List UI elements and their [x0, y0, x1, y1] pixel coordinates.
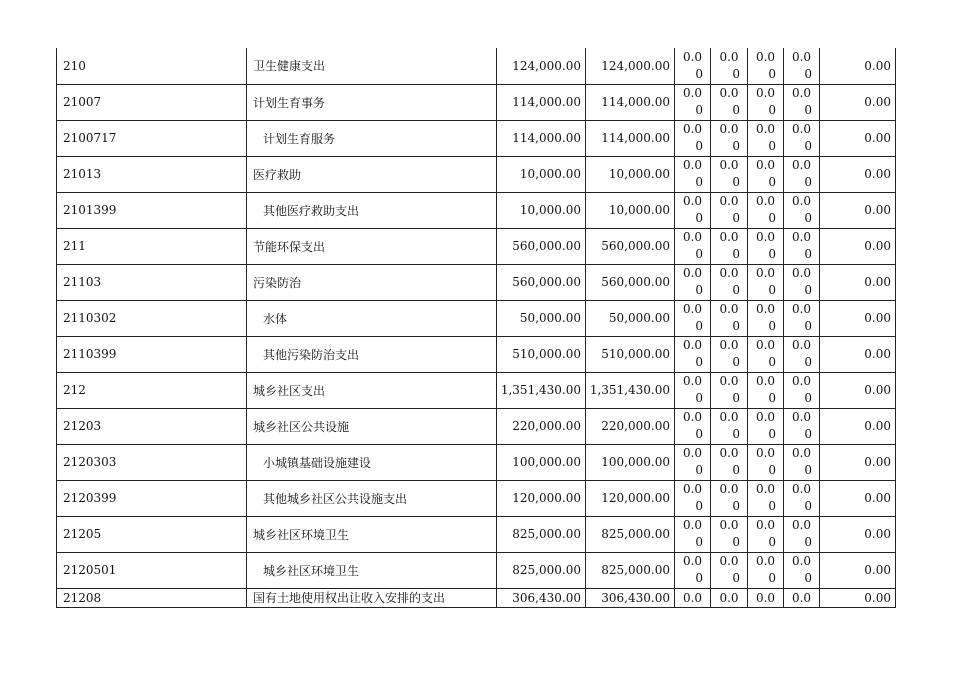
zero-value-line1: 0.0 — [719, 590, 739, 605]
zero-value-line2: 0 — [768, 103, 776, 117]
zero-value-line1: 0.0 — [719, 266, 739, 280]
zero-value-line2: 0 — [804, 283, 812, 297]
last-amount-cell: 0.00 — [820, 372, 896, 408]
total-amount-cell: 10,000.00 — [497, 156, 586, 192]
zero-value-line2: 0 — [804, 535, 812, 549]
zero-value-line1: 0.0 — [682, 230, 703, 244]
zero-value-line1: 0.0 — [755, 266, 776, 280]
zero-value-line1: 0.0 — [755, 446, 776, 460]
total-amount-cell: 114,000.00 — [497, 120, 586, 156]
zero-value-cell — [711, 444, 748, 480]
zero-value-cell — [784, 408, 820, 444]
zero-value-cell — [675, 516, 711, 552]
zero-value-line1: 0.0 — [682, 482, 703, 496]
zero-value-line1: 0.0 — [682, 86, 703, 100]
zero-value-cell — [711, 552, 748, 588]
zero-value-line1: 0.0 — [682, 122, 703, 136]
zero-value-line1: 0.0 — [719, 554, 739, 568]
zero-value-line2: 0 — [695, 571, 703, 585]
subject-name-cell: 污染防治 — [247, 264, 497, 300]
zero-value-line1: 0.0 — [719, 446, 739, 460]
basic-amount-cell: 10,000.00 — [586, 156, 675, 192]
subject-code-cell: 211 — [57, 228, 247, 264]
zero-value-line1: 0.0 — [755, 518, 776, 532]
basic-amount-cell: 306,430.00 — [586, 588, 675, 607]
zero-value-line2: 0 — [768, 571, 776, 585]
zero-value-line1: 0.0 — [755, 49, 776, 64]
zero-value-cell — [675, 84, 711, 120]
zero-value-cell — [784, 192, 820, 228]
zero-value-line2: 0 — [768, 499, 776, 513]
zero-value-cell — [675, 156, 711, 192]
zero-value-line2: 0 — [732, 427, 740, 441]
zero-value-line1: 0.0 — [791, 86, 812, 100]
subject-code-cell: 2120303 — [57, 444, 247, 480]
zero-value-line1: 0.0 — [682, 302, 703, 316]
zero-value-cell — [748, 444, 784, 480]
table-body — [57, 48, 896, 607]
zero-value-line2: 0 — [695, 175, 703, 189]
table-row — [57, 84, 896, 120]
zero-value-cell — [784, 552, 820, 588]
zero-value-line1: 0.0 — [755, 230, 776, 244]
basic-amount-cell: 120,000.00 — [586, 480, 675, 516]
zero-value-line2: 0 — [768, 319, 776, 333]
subject-code-cell: 2110399 — [57, 336, 247, 372]
total-amount-cell: 124,000.00 — [497, 48, 586, 84]
zero-value-line1: 0.0 — [719, 122, 739, 136]
zero-value-cell — [675, 228, 711, 264]
zero-value-cell — [675, 372, 711, 408]
zero-value-cell — [711, 300, 748, 336]
zero-value-cell — [711, 84, 748, 120]
subject-code-cell: 2101399 — [57, 192, 247, 228]
zero-value-line2: 0 — [768, 427, 776, 441]
zero-value-cell — [784, 264, 820, 300]
zero-value-line2: 0 — [804, 427, 812, 441]
subject-name-cell: 卫生健康支出 — [247, 48, 497, 84]
table-row — [57, 336, 896, 372]
zero-value-line1: 0.0 — [719, 49, 739, 64]
zero-value-cell — [784, 120, 820, 156]
zero-value-line1: 0.0 — [682, 446, 703, 460]
table-row — [57, 372, 896, 408]
zero-value-line1: 0.0 — [791, 230, 812, 244]
zero-value-line1: 0.0 — [682, 590, 703, 605]
subject-name-cell: 节能环保支出 — [247, 228, 497, 264]
zero-value-line2: 0 — [695, 391, 703, 405]
zero-value-line1: 0.0 — [791, 338, 812, 352]
table-row — [57, 300, 896, 336]
subject-name-cell: 城乡社区支出 — [247, 372, 497, 408]
zero-value-line2: 0 — [768, 139, 776, 153]
last-amount-cell: 0.00 — [820, 192, 896, 228]
zero-value-line2: 0 — [695, 499, 703, 513]
zero-value-cell — [784, 588, 820, 607]
total-amount-cell: 50,000.00 — [497, 300, 586, 336]
total-amount-cell: 120,000.00 — [497, 480, 586, 516]
zero-value-line1: 0.0 — [755, 302, 776, 316]
zero-value-cell — [748, 516, 784, 552]
zero-value-line1: 0.0 — [791, 410, 812, 424]
zero-value-line2: 0 — [768, 355, 776, 369]
zero-value-line2: 0 — [804, 355, 812, 369]
subject-code-cell: 2120501 — [57, 552, 247, 588]
zero-value-line1: 0.0 — [719, 86, 739, 100]
basic-amount-cell: 124,000.00 — [586, 48, 675, 84]
zero-value-line1: 0.0 — [682, 49, 703, 64]
zero-value-line2: 0 — [804, 139, 812, 153]
zero-value-cell — [748, 300, 784, 336]
zero-value-cell — [748, 228, 784, 264]
zero-value-line1: 0.0 — [682, 158, 703, 172]
table-row — [57, 444, 896, 480]
table-row — [57, 552, 896, 588]
zero-value-cell — [784, 480, 820, 516]
zero-value-line2: 0 — [695, 355, 703, 369]
zero-value-cell — [711, 120, 748, 156]
table-row — [57, 264, 896, 300]
total-amount-cell: 220,000.00 — [497, 408, 586, 444]
zero-value-cell — [748, 48, 784, 84]
last-amount-cell: 0.00 — [820, 48, 896, 84]
zero-value-line1: 0.0 — [682, 374, 703, 388]
zero-value-line2: 0 — [732, 103, 740, 117]
zero-value-cell — [748, 372, 784, 408]
zero-value-line2: 0 — [695, 103, 703, 117]
zero-value-line2: 0 — [695, 535, 703, 549]
table-row — [57, 408, 896, 444]
total-amount-cell: 1,351,430.00 — [497, 372, 586, 408]
zero-value-line1: 0.0 — [755, 338, 776, 352]
zero-value-line2: 0 — [695, 211, 703, 225]
basic-amount-cell: 220,000.00 — [586, 408, 675, 444]
subject-name-cell: 计划生育服务 — [247, 120, 497, 156]
zero-value-line1: 0.0 — [682, 410, 703, 424]
zero-value-line1: 0.0 — [791, 122, 812, 136]
last-amount-cell: 0.00 — [820, 228, 896, 264]
zero-value-cell — [711, 228, 748, 264]
zero-value-line1: 0.0 — [791, 590, 812, 605]
zero-value-line2: 0 — [732, 535, 740, 549]
zero-value-line2: 0 — [768, 211, 776, 225]
zero-value-line1: 0.0 — [755, 158, 776, 172]
table-row — [57, 228, 896, 264]
zero-value-line1: 0.0 — [791, 158, 812, 172]
zero-value-line2: 0 — [732, 571, 740, 585]
zero-value-cell — [784, 444, 820, 480]
zero-value-line2: 0 — [768, 175, 776, 189]
zero-value-cell — [675, 120, 711, 156]
basic-amount-cell: 100,000.00 — [586, 444, 675, 480]
zero-value-cell — [784, 84, 820, 120]
zero-value-cell — [748, 552, 784, 588]
zero-value-line2: 0 — [732, 355, 740, 369]
basic-amount-cell: 50,000.00 — [586, 300, 675, 336]
subject-name-cell: 计划生育事务 — [247, 84, 497, 120]
zero-value-line1: 0.0 — [719, 158, 739, 172]
zero-value-line1: 0.0 — [682, 554, 703, 568]
zero-value-line2: 0 — [804, 499, 812, 513]
zero-value-line2: 0 — [804, 247, 812, 261]
zero-value-line1: 0.0 — [755, 374, 776, 388]
zero-value-cell — [784, 372, 820, 408]
basic-amount-cell: 10,000.00 — [586, 192, 675, 228]
table-row — [57, 480, 896, 516]
last-amount-cell: 0.00 — [820, 408, 896, 444]
zero-value-cell — [784, 336, 820, 372]
zero-value-line1: 0.0 — [755, 554, 776, 568]
zero-value-line1: 0.0 — [791, 554, 812, 568]
zero-value-cell — [711, 264, 748, 300]
zero-value-cell — [711, 588, 748, 607]
basic-amount-cell: 825,000.00 — [586, 516, 675, 552]
zero-value-cell — [748, 156, 784, 192]
zero-value-cell — [675, 48, 711, 84]
zero-value-cell — [675, 480, 711, 516]
zero-value-cell — [675, 444, 711, 480]
zero-value-line1: 0.0 — [791, 446, 812, 460]
table-row — [57, 120, 896, 156]
subject-code-cell: 2110302 — [57, 300, 247, 336]
zero-value-line1: 0.0 — [755, 482, 776, 496]
zero-value-line1: 0.0 — [791, 194, 812, 208]
table-row — [57, 192, 896, 228]
zero-value-cell — [748, 192, 784, 228]
zero-value-line1: 0.0 — [682, 518, 703, 532]
basic-amount-cell: 114,000.00 — [586, 120, 675, 156]
zero-value-line1: 0.0 — [719, 194, 739, 208]
last-amount-cell: 0.00 — [820, 300, 896, 336]
zero-value-line1: 0.0 — [719, 374, 739, 388]
subject-name-cell: 城乡社区环境卫生 — [247, 516, 497, 552]
total-amount-cell: 825,000.00 — [497, 552, 586, 588]
zero-value-line2: 0 — [768, 391, 776, 405]
zero-value-line2: 0 — [732, 66, 740, 81]
zero-value-line2: 0 — [768, 535, 776, 549]
last-amount-cell: 0.00 — [820, 336, 896, 372]
subject-name-cell: 医疗救助 — [247, 156, 497, 192]
zero-value-line1: 0.0 — [719, 410, 739, 424]
last-amount-cell: 0.00 — [820, 552, 896, 588]
basic-amount-cell: 114,000.00 — [586, 84, 675, 120]
zero-value-line2: 0 — [732, 391, 740, 405]
subject-name-cell: 国有土地使用权出让收入安排的支出 — [247, 588, 497, 607]
zero-value-line2: 0 — [768, 247, 776, 261]
total-amount-cell: 114,000.00 — [497, 84, 586, 120]
zero-value-line2: 0 — [695, 139, 703, 153]
zero-value-cell — [711, 156, 748, 192]
zero-value-line2: 0 — [732, 499, 740, 513]
zero-value-line2: 0 — [804, 103, 812, 117]
table-row — [57, 588, 896, 607]
zero-value-line2: 0 — [804, 175, 812, 189]
subject-code-cell: 21007 — [57, 84, 247, 120]
zero-value-line1: 0.0 — [719, 230, 739, 244]
zero-value-line2: 0 — [695, 463, 703, 477]
zero-value-line2: 0 — [768, 283, 776, 297]
subject-code-cell: 21013 — [57, 156, 247, 192]
zero-value-line1: 0.0 — [791, 518, 812, 532]
zero-value-cell — [748, 408, 784, 444]
last-amount-cell: 0.00 — [820, 480, 896, 516]
total-amount-cell: 560,000.00 — [497, 264, 586, 300]
zero-value-line2: 0 — [768, 463, 776, 477]
zero-value-line1: 0.0 — [682, 338, 703, 352]
zero-value-line2: 0 — [732, 283, 740, 297]
basic-amount-cell: 510,000.00 — [586, 336, 675, 372]
budget-expenditure-table — [56, 48, 896, 608]
zero-value-line1: 0.0 — [791, 266, 812, 280]
subject-code-cell: 210 — [57, 48, 247, 84]
subject-name-cell: 水体 — [247, 300, 497, 336]
zero-value-cell — [711, 372, 748, 408]
zero-value-line1: 0.0 — [719, 302, 739, 316]
zero-value-cell — [711, 48, 748, 84]
zero-value-line2: 0 — [804, 66, 812, 81]
zero-value-line2: 0 — [804, 319, 812, 333]
zero-value-line1: 0.0 — [791, 49, 812, 64]
zero-value-line1: 0.0 — [791, 302, 812, 316]
zero-value-cell — [784, 156, 820, 192]
zero-value-cell — [711, 336, 748, 372]
table-row — [57, 516, 896, 552]
zero-value-cell — [748, 264, 784, 300]
table-row — [57, 156, 896, 192]
total-amount-cell: 100,000.00 — [497, 444, 586, 480]
basic-amount-cell: 560,000.00 — [586, 264, 675, 300]
zero-value-line1: 0.0 — [755, 194, 776, 208]
zero-value-line2: 0 — [804, 391, 812, 405]
last-amount-cell: 0.00 — [820, 516, 896, 552]
total-amount-cell: 560,000.00 — [497, 228, 586, 264]
subject-name-cell: 城乡社区公共设施 — [247, 408, 497, 444]
zero-value-line2: 0 — [695, 427, 703, 441]
basic-amount-cell: 825,000.00 — [586, 552, 675, 588]
zero-value-cell — [748, 588, 784, 607]
zero-value-line1: 0.0 — [682, 194, 703, 208]
zero-value-line2: 0 — [695, 66, 703, 81]
subject-code-cell: 2100717 — [57, 120, 247, 156]
zero-value-cell — [711, 516, 748, 552]
zero-value-line2: 0 — [768, 66, 776, 81]
zero-value-line2: 0 — [732, 139, 740, 153]
zero-value-cell — [675, 192, 711, 228]
subject-name-cell: 小城镇基础设施建设 — [247, 444, 497, 480]
zero-value-cell — [784, 300, 820, 336]
zero-value-cell — [748, 480, 784, 516]
zero-value-cell — [711, 408, 748, 444]
last-amount-cell: 0.00 — [820, 156, 896, 192]
zero-value-line1: 0.0 — [719, 482, 739, 496]
basic-amount-cell: 1,351,430.00 — [586, 372, 675, 408]
subject-name-cell: 其他城乡社区公共设施支出 — [247, 480, 497, 516]
zero-value-cell — [748, 336, 784, 372]
last-amount-cell: 0.00 — [820, 444, 896, 480]
zero-value-line2: 0 — [804, 571, 812, 585]
zero-value-line1: 0.0 — [755, 122, 776, 136]
zero-value-line1: 0.0 — [719, 338, 739, 352]
last-amount-cell: 0.00 — [820, 588, 896, 607]
total-amount-cell: 510,000.00 — [497, 336, 586, 372]
zero-value-line2: 0 — [732, 247, 740, 261]
zero-value-cell — [675, 264, 711, 300]
zero-value-cell — [784, 228, 820, 264]
last-amount-cell: 0.00 — [820, 84, 896, 120]
zero-value-cell — [675, 588, 711, 607]
subject-code-cell: 2120399 — [57, 480, 247, 516]
zero-value-line2: 0 — [804, 211, 812, 225]
zero-value-cell — [784, 48, 820, 84]
zero-value-cell — [675, 552, 711, 588]
zero-value-line2: 0 — [695, 247, 703, 261]
zero-value-line2: 0 — [732, 175, 740, 189]
zero-value-line1: 0.0 — [719, 518, 739, 532]
zero-value-cell — [675, 408, 711, 444]
zero-value-line1: 0.0 — [755, 410, 776, 424]
subject-code-cell: 21208 — [57, 588, 247, 607]
basic-amount-cell: 560,000.00 — [586, 228, 675, 264]
zero-value-cell — [711, 480, 748, 516]
zero-value-cell — [675, 300, 711, 336]
zero-value-line1: 0.0 — [791, 482, 812, 496]
zero-value-line2: 0 — [695, 283, 703, 297]
last-amount-cell: 0.00 — [820, 120, 896, 156]
total-amount-cell: 825,000.00 — [497, 516, 586, 552]
subject-code-cell: 21203 — [57, 408, 247, 444]
zero-value-cell — [748, 120, 784, 156]
zero-value-line2: 0 — [732, 319, 740, 333]
zero-value-cell — [784, 516, 820, 552]
zero-value-line1: 0.0 — [755, 590, 776, 605]
subject-code-cell: 21205 — [57, 516, 247, 552]
zero-value-line2: 0 — [804, 463, 812, 477]
subject-name-cell: 其他医疗救助支出 — [247, 192, 497, 228]
subject-code-cell: 21103 — [57, 264, 247, 300]
subject-name-cell: 城乡社区环境卫生 — [247, 552, 497, 588]
zero-value-line1: 0.0 — [682, 266, 703, 280]
zero-value-cell — [748, 84, 784, 120]
zero-value-line2: 0 — [732, 463, 740, 477]
table-row — [57, 48, 896, 84]
zero-value-cell — [675, 336, 711, 372]
subject-code-cell: 212 — [57, 372, 247, 408]
last-amount-cell: 0.00 — [820, 264, 896, 300]
zero-value-line2: 0 — [732, 211, 740, 225]
total-amount-cell: 10,000.00 — [497, 192, 586, 228]
zero-value-line1: 0.0 — [755, 86, 776, 100]
zero-value-line1: 0.0 — [791, 374, 812, 388]
zero-value-cell — [711, 192, 748, 228]
subject-name-cell: 其他污染防治支出 — [247, 336, 497, 372]
zero-value-line2: 0 — [695, 319, 703, 333]
total-amount-cell: 306,430.00 — [497, 588, 586, 607]
